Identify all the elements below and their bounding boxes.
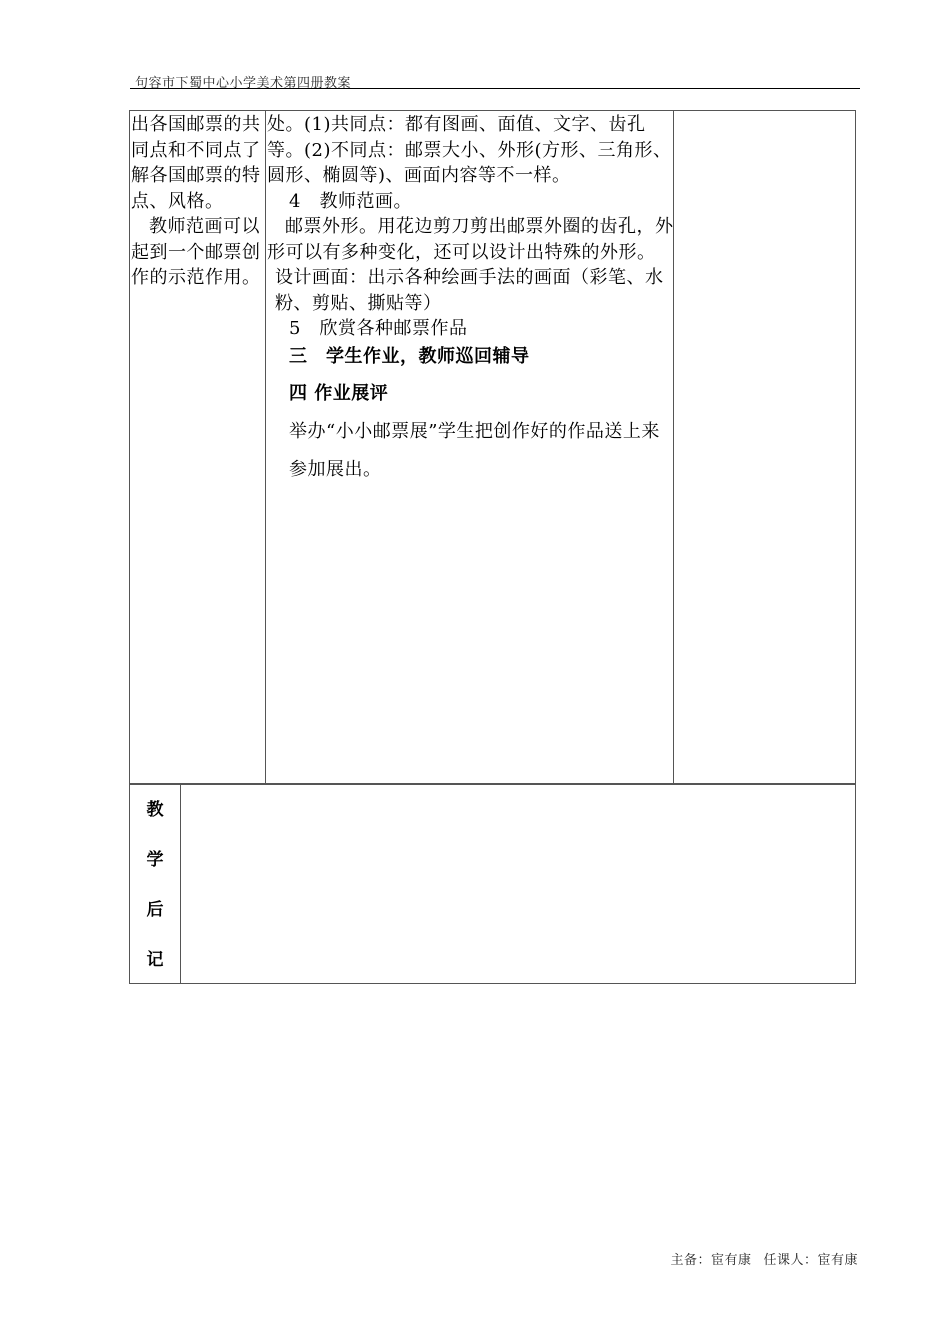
header-rule (130, 88, 860, 89)
process-text-2: 4 教师范画。 (289, 190, 412, 212)
teaching-process-column (267, 112, 674, 489)
process-text-1: 处。(1)共同点：都有图画、面值、文字、齿孔等。(2)不同点：邮票大小、外形(方形、三角形、圆形、椭圆等)、画面内容等不一样。 (267, 114, 672, 186)
section-heading-4: 四 作业展评 (289, 383, 389, 404)
process-text-3: 邮票外形。用花边剪刀剪出邮票外圈的齿孔，外形可以有多种变化，还可以设计出特殊的外形。 (267, 216, 674, 263)
column-divider-1 (265, 110, 266, 785)
process-text-6: 举办“小小邮票展”学生把创作好的作品送上来参加展出。 (289, 420, 660, 480)
footer-lead-teacher: 主备：宦有康 (670, 1253, 752, 1268)
postscript-char-3: 后 (146, 900, 164, 920)
section-heading-3: 三 学生作业，教师巡回辅导 (289, 345, 530, 367)
design-intent-column (131, 112, 265, 291)
document-footer (670, 1249, 858, 1268)
postscript-divider (180, 783, 181, 984)
postscript-char-2: 学 (146, 850, 164, 870)
postscript-label (130, 784, 180, 983)
postscript-table (129, 783, 856, 984)
process-text-5: 5 欣赏各种邮票作品 (289, 318, 468, 339)
footer-teacher: 任课人：宦有康 (763, 1253, 858, 1268)
process-text-4: 设计画面：出示各种绘画手法的画面（彩笔、水粉、剪贴、撕贴等） (275, 267, 664, 314)
intent-text-2: 教师范画可以起到一个邮票创作的示范作用。 (131, 216, 261, 288)
postscript-char-1: 教 (146, 800, 164, 820)
document-header: 句容市下蜀中心小学美术第四册教案 (135, 76, 352, 91)
intent-text-1: 出各国邮票的共同点和不同点了解各国邮票的特点、风格。 (131, 114, 261, 212)
postscript-char-4: 记 (146, 950, 164, 970)
